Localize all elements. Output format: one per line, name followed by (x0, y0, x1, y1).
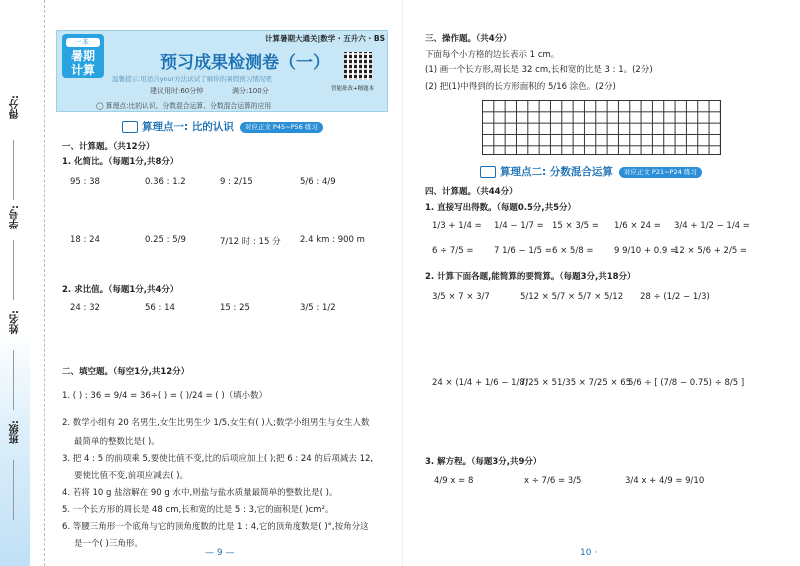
equation-item: 3/4 x + 4/9 = 9/10 (625, 476, 705, 486)
section2-title: 二、填空题。（每空1分,共12分） (62, 367, 190, 377)
simplify-item: 3/5 × 7 × 3/7 (432, 292, 490, 302)
mental-calc-item: 6 × 5/8 = (552, 246, 594, 256)
simplify-item: 5/12 × 5/7 × 5/7 × 5/12 (520, 292, 624, 302)
name-label: 姓名: (10, 310, 21, 334)
point2-tag: 对应正文 P21~P24 练习 (619, 167, 702, 178)
mental-calc-item: 9 9/10 + 0.9 = (614, 246, 678, 256)
page-number-right: 10 · (580, 548, 598, 558)
student-id-line (13, 240, 14, 300)
score-line (13, 140, 14, 200)
fill-q1: 1. ( ) : 36 = 9/4 = 36÷( ) = ( )/24 = ( )（填小数） (62, 391, 268, 401)
ratio-item: 18 : 24 (70, 235, 100, 245)
mental-calc-item: 1/6 × 24 = (614, 221, 661, 231)
fill-q6-cont: 是一个( )三角形。 (74, 539, 143, 549)
section4-title: 四、计算题。（共44分） (425, 187, 518, 197)
op-intro: 下面每个小方格的边长表示 1 cm。 (425, 50, 560, 60)
class-line (13, 460, 14, 520)
fill-q6: 6. 等腰三角形一个底角与它的顶角度数的比是 1 : 4,它的顶角度数是( )°,按角分这 (62, 522, 369, 532)
simplify-item: 24 × (1/4 + 1/6 − 1/8) (432, 378, 529, 388)
mental-calc-item: 12 × 5/6 + 2/5 = (674, 246, 748, 256)
brand-logo (62, 34, 104, 78)
calc-q3-title: 3. 解方程。（每题3分,共9分） (425, 457, 542, 467)
ratio-item: 5/6 : 4/9 (300, 177, 336, 187)
ratio-item: 7/12 时 : 15 分 (220, 237, 281, 247)
fill-q3: 3. 把 4 : 5 的前项乘 5,要使比值不变,比的后项应加上( );把 6 : 24 的后项减去 12, (62, 454, 374, 464)
mental-calc-item: 3/4 + 1/2 − 1/4 = (674, 221, 750, 231)
point1-tag: 对应正文 P45~P56 练习 (240, 122, 323, 133)
simplify-item: 5/6 ÷ [ (7/8 − 0.75) ÷ 8/5 ] (628, 378, 745, 388)
intro-text: 温馨提示:用适合your方法试试了解你的暑假预习情况吧 (112, 75, 272, 83)
simplify-item: 7/25 × 51/35 × 7/25 × 65 (520, 378, 632, 388)
logo-top-text: 一本· (66, 38, 100, 47)
student-info-sidebar (0, 0, 52, 566)
name-line (13, 350, 14, 410)
page-title: 预习成果检测卷（一） (160, 53, 330, 73)
op-q1: (1) 画一个长方形,周长是 32 cm,长和宽的比是 3 : 1。(2分) (425, 65, 653, 75)
fill-q3-cont: 要使比值不变,前项应减去( )。 (74, 471, 189, 481)
fill-q2: 2. 数学小组有 20 名男生,女生比男生少 1/5,女生有( )人;数学小组男生与女生人数 (62, 418, 370, 428)
fill-q4: 4. 若将 10 g 盐溶解在 90 g 水中,则盐与盐水质量最简单的整数比是( )。 (62, 488, 338, 498)
point1-banner (122, 119, 323, 135)
logo-main-text: 暑期 计算 (70, 49, 95, 77)
suggested-time: 建议用时:60分钟 (150, 87, 204, 95)
qr-caption: 智能批改+精题本 (331, 86, 375, 92)
ratio-value-item: 3/5 : 1/2 (300, 303, 336, 313)
page-number-left: — 9 — (205, 548, 235, 558)
section3-title: 三、操作题。（共4分） (425, 34, 512, 44)
ratio-item: 0.25 : 5/9 (145, 235, 186, 245)
score-label: 得分: (10, 95, 21, 119)
ratio-item: 0.36 : 1.2 (145, 177, 186, 187)
full-score: 满分:100分 (232, 87, 269, 95)
calc-q2-title: 2. 计算下面各题,能简算的要简算。（每题3分,共18分） (425, 272, 636, 282)
q2-title: 2. 求比值。（每题1分,共4分） (62, 285, 179, 295)
ratio-item: 2.4 km : 900 m (300, 235, 365, 245)
point1-title: 算理点一: 比的认识 (142, 121, 234, 133)
focus-points (96, 100, 271, 110)
section-icon (480, 166, 496, 178)
qr-code-overlay (344, 52, 372, 80)
focus-text: 算理点:比的认识、分数混合运算、分数混合运算的应用 (105, 102, 272, 110)
lightbulb-icon: ◯ (96, 102, 104, 110)
cut-line (44, 0, 45, 566)
ratio-value-item: 56 : 14 (145, 303, 175, 313)
sidebar-decor-stripe (0, 330, 30, 566)
equation-item: 4/9 x = 8 (434, 476, 474, 486)
mental-calc-item: 7 1/6 − 1/5 = (494, 246, 552, 256)
mental-calc-item: 15 × 3/5 = (552, 221, 599, 231)
mental-calc-item: 6 ÷ 7/5 = (432, 246, 474, 256)
point2-banner (480, 164, 702, 180)
mental-calc-item: 1/3 + 1/4 = (432, 221, 482, 231)
ratio-item: 95 : 38 (70, 177, 100, 187)
fill-q5: 5. 一个长方形的周长是 48 cm,长和宽的比是 5 : 3,它的面积是( )cm²。 (62, 505, 334, 515)
ratio-value-item: 15 : 25 (220, 303, 250, 313)
section-icon (122, 121, 138, 133)
drawing-grid[interactable] (482, 100, 721, 155)
calc-q1-title: 1. 直接写出得数。（每题0.5分,共5分） (425, 203, 577, 213)
page-fold (402, 0, 403, 566)
q1-title: 1. 化简比。（每题1分,共8分） (62, 157, 179, 167)
ratio-item: 9 : 2/15 (220, 177, 253, 187)
equation-item: x ÷ 7/6 = 3/5 (524, 476, 582, 486)
section1-title: 一、计算题。（共12分） (62, 142, 155, 152)
op-q2: (2) 把(1)中得到的长方形面积的 5/16 涂色。(2分) (425, 82, 616, 92)
fill-q2-cont: 最简单的整数比是( )。 (74, 437, 160, 447)
student-id-label: 学号: (10, 205, 21, 229)
point2-title: 算理点二: 分数混合运算 (500, 166, 613, 178)
simplify-item: 28 ÷ (1/2 − 1/3) (640, 292, 710, 302)
ratio-value-item: 24 : 32 (70, 303, 100, 313)
class-label: 班级: (10, 420, 21, 444)
series-label: 计算暑期大通关|数学 · 五升六 · BS (265, 34, 385, 43)
mental-calc-item: 1/4 − 1/7 = (494, 221, 544, 231)
